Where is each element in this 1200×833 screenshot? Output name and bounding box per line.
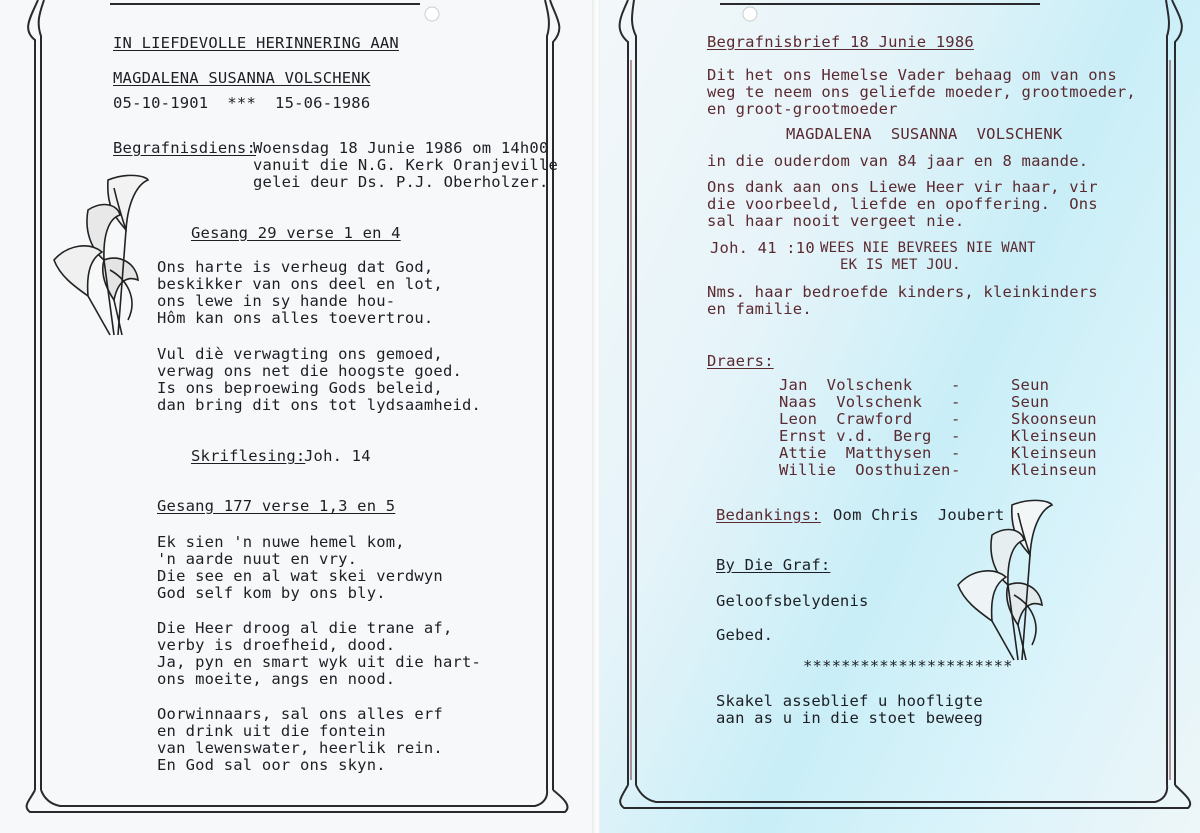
acknowledgements-text: Oom Chris Joubert	[833, 506, 1005, 524]
acknowledgements-label: Bedankings:	[716, 506, 821, 524]
bearers-label: Draers:	[707, 352, 774, 370]
star-divider: **********************	[803, 657, 1013, 675]
bearer-name: Leon Crawford	[779, 410, 913, 428]
prayer-line: Gebed.	[716, 626, 774, 644]
verse-line: EK IS MET JOU.	[840, 257, 961, 273]
bearer-dash: -	[951, 461, 961, 479]
bearer-name: Ernst v.d. Berg	[779, 427, 932, 445]
intro-line: en groot-grootmoeder	[707, 100, 898, 118]
age-line: in die ouderdom van 84 jaar en 8 maande.	[707, 152, 1089, 170]
bearer-relation: Kleinseun	[1011, 427, 1097, 445]
hymn-2-line: Ek sien 'n nuwe hemel kom,	[157, 533, 405, 551]
bearer-dash: -	[951, 444, 961, 462]
reading-label: Skriflesing:	[191, 447, 306, 465]
life-dates: 05-10-1901 *** 15-06-1986	[113, 94, 371, 112]
closing-line: Skakel asseblief u hoofligte	[716, 692, 983, 710]
hymn-1-line: dan bring dit ons tot lydsaamheid.	[157, 396, 482, 414]
hymn-2-title: Gesang 177 verse 1,3 en 5	[157, 497, 396, 515]
hymn-2-line: Die Heer droog al die trane af,	[157, 619, 453, 637]
hymn-1-title: Gesang 29 verse 1 en 4	[191, 224, 401, 242]
hymn-2-line: 'n aarde nuut en vry.	[157, 550, 358, 568]
hymn-2-line: God self kom by ons bly.	[157, 584, 386, 602]
letter-title: Begrafnisbrief 18 Junie 1986	[707, 33, 974, 51]
bearer-relation: Seun	[1011, 393, 1050, 411]
bearer-relation: Kleinseun	[1011, 444, 1097, 462]
bearer-dash: -	[951, 393, 961, 411]
deceased-name-right: MAGDALENA SUSANNA VOLSCHENK	[786, 125, 1063, 143]
bearer-dash: -	[951, 427, 961, 445]
hymn-1-line: Ons harte is verheug dat God,	[157, 258, 434, 276]
verse-reference: Joh. 41 :10	[710, 239, 815, 257]
signoff-line: en familie.	[707, 300, 812, 318]
hymn-1-line: Is ons beproewing Gods beleid,	[157, 379, 443, 397]
hymn-2-line: ons moeite, angs en nood.	[157, 670, 396, 688]
bearer-relation: Kleinseun	[1011, 461, 1097, 479]
bearer-name: Jan Volschenk	[779, 376, 913, 394]
bearer-name: Willie Oosthuizen	[779, 461, 951, 479]
bearer-name: Attie Matthysen	[779, 444, 932, 462]
creed-line: Geloofsbelydenis	[716, 592, 869, 610]
service-line: gelei deur Ds. P.J. Oberholzer.	[253, 173, 549, 191]
service-line: Woensdag 18 Junie 1986 om 14h00	[253, 139, 549, 157]
hymn-2-line: verby is droefheid, dood.	[157, 636, 396, 654]
calla-lily-icon	[48, 170, 158, 340]
hymn-1-line: Vul diè verwagting ons gemoed,	[157, 345, 443, 363]
memorial-heading: IN LIEFDEVOLLE HERINNERING AAN	[113, 34, 399, 52]
hymn-1-line: verwag ons net die hoogste goed.	[157, 362, 463, 380]
bearer-relation: Seun	[1011, 376, 1050, 394]
deceased-name: MAGDALENA SUSANNA VOLSCHENK	[113, 69, 371, 87]
service-label: Begrafnisdiens:	[113, 139, 256, 157]
signoff-line: Nms. haar bedroefde kinders, kleinkinders	[707, 283, 1098, 301]
bearer-dash: -	[951, 376, 961, 394]
calla-lily-icon	[952, 495, 1062, 665]
left-page	[0, 0, 595, 833]
hymn-2-line: Ja, pyn en smart wyk uit die hart-	[157, 653, 482, 671]
service-line: vanuit die N.G. Kerk Oranjeville	[253, 156, 559, 174]
hymn-2-line: En God sal oor ons skyn.	[157, 756, 386, 774]
hymn-2-line: en drink uit die fontein	[157, 722, 386, 740]
thanks-line: sal haar nooit vergeet nie.	[707, 212, 965, 230]
bearer-relation: Skoonseun	[1011, 410, 1097, 428]
hymn-2-line: Die see en al wat skei verdwyn	[157, 567, 443, 585]
right-page	[600, 0, 1200, 833]
closing-line: aan as u in die stoet beweeg	[716, 709, 983, 727]
hymn-1-line: ons lewe in sy hande hou-	[157, 292, 396, 310]
intro-line: Dit het ons Hemelse Vader behaag om van ons	[707, 66, 1117, 84]
bearer-name: Naas Volschenk	[779, 393, 922, 411]
hymn-2-line: van lewenswater, heerlik rein.	[157, 739, 443, 757]
hymn-1-line: beskikker van ons deel en lot,	[157, 275, 443, 293]
bearer-dash: -	[951, 410, 961, 428]
hymn-2-line: Oorwinnaars, sal ons alles erf	[157, 705, 443, 723]
hymn-1-line: Hôm kan ons alles toevertrou.	[157, 309, 434, 327]
verse-line: WEES NIE BEVREES NIE WANT	[820, 240, 1036, 256]
reading-text: Joh. 14	[304, 447, 371, 465]
thanks-line: Ons dank aan ons Liewe Heer vir haar, vir	[707, 178, 1098, 196]
thanks-line: die voorbeeld, liefde en opoffering. Ons	[707, 195, 1098, 213]
grave-label: By Die Graf:	[716, 556, 831, 574]
intro-line: weg te neem ons geliefde moeder, grootmoeder,	[707, 83, 1136, 101]
